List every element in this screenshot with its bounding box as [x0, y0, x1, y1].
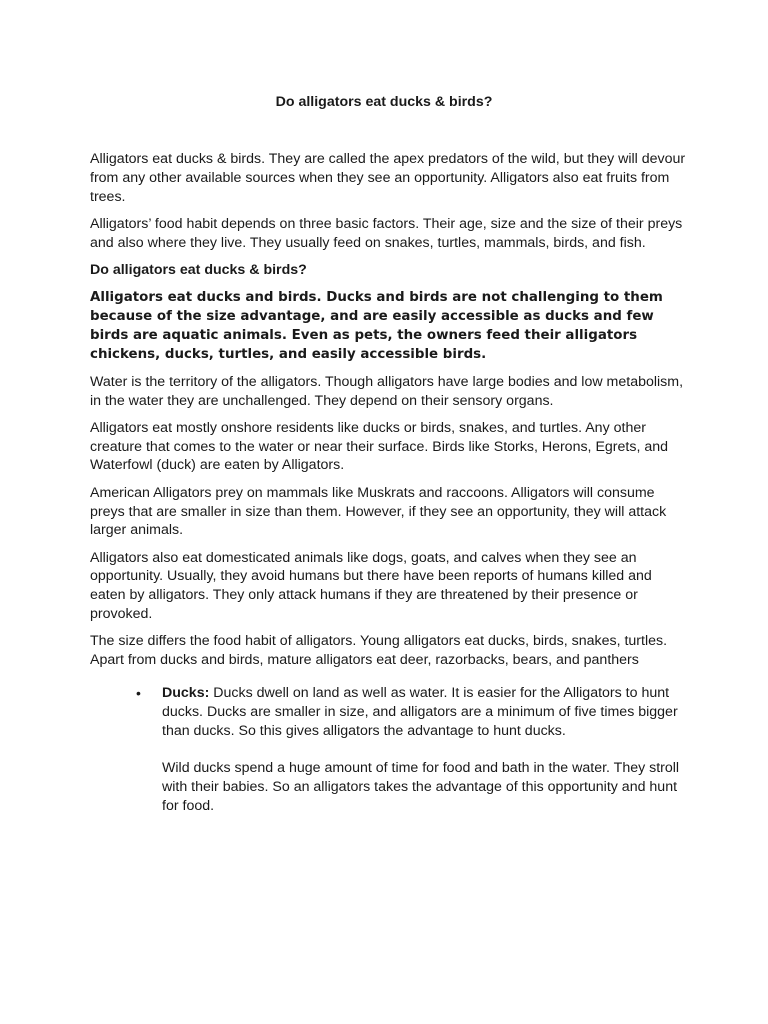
page-title: Do alligators eat ducks & birds?	[275, 94, 493, 110]
body-paragraph-1: Water is the territory of the alligators. Though alligators have large bodies and low metabolism, in the water they are unchallenged. They depend on their sensory organs.	[90, 373, 684, 409]
list-item-description: Ducks dwell on land as well as water. It is easier for the Alligators to hunt ducks. Ducks are smaller in size, and alligators are a minimum of five times bigger than ducks. So this gives alligators the advantage to hunt ducks.	[162, 684, 678, 739]
list-item	[90, 684, 686, 816]
list-item-text	[162, 684, 686, 740]
body-paragraph-3: American Alligators prey on mammals like Muskrats and raccoons. Alligators will consume preys that are smaller in size than them. However, if they see an opportunity, they will attack larger animals.	[90, 484, 667, 539]
list-item-followup: Wild ducks spend a huge amount of time for food and bath in the water. They stroll with their babies. So an alligators takes the advantage of this opportunity and hunt for food.	[162, 760, 680, 814]
answer-paragraph: Alligators eat ducks and birds. Ducks and birds are not challenging to them because of the size advantage, and are easily accessible as ducks and few birds are aquatic animals. Even as pets, the owners feed their alligators chickens, ducks, turtles, and easily accessible birds.	[90, 290, 663, 363]
intro-paragraph-1: Alligators eat ducks & birds. They are called the apex predators of the wild, but they will devour from any other available sources when they see an opportunity. Alligators also eat fruits from trees.	[90, 151, 686, 205]
body-paragraph-5: The size differs the food habit of alligators. Young alligators eat ducks, birds, snakes, turtles. Apart from ducks and birds, mature alligators eat deer, razorbacks, bears, and panthers	[90, 633, 668, 669]
body-paragraph-4: Alligators also eat domesticated animals like dogs, goats, and calves when they see an opportunity. Usually, they avoid humans but there have been reports of humans killed and eaten by alligators. They only attack humans if they are threatened by their presence or provoked.	[90, 549, 652, 623]
bullet-icon: •	[136, 684, 141, 701]
document-body	[90, 150, 686, 816]
intro-paragraph-2: Alligators’ food habit depends on three basic factors. Their age, size and the size of their preys and also where they live. They usually feed on snakes, turtles, mammals, birds, and fish.	[90, 215, 683, 251]
bullet-list	[90, 684, 686, 816]
list-item-term: Ducks:	[162, 684, 210, 701]
body-paragraph-2: Alligators eat mostly onshore residents like ducks or birds, snakes, and turtles. Any other creature that comes to the water or near their surface. Birds like Storks, Herons, Egrets, and Waterfowl (duck) are eaten by Alligators.	[90, 419, 669, 474]
section-heading: Do alligators eat ducks & birds?	[90, 261, 307, 278]
